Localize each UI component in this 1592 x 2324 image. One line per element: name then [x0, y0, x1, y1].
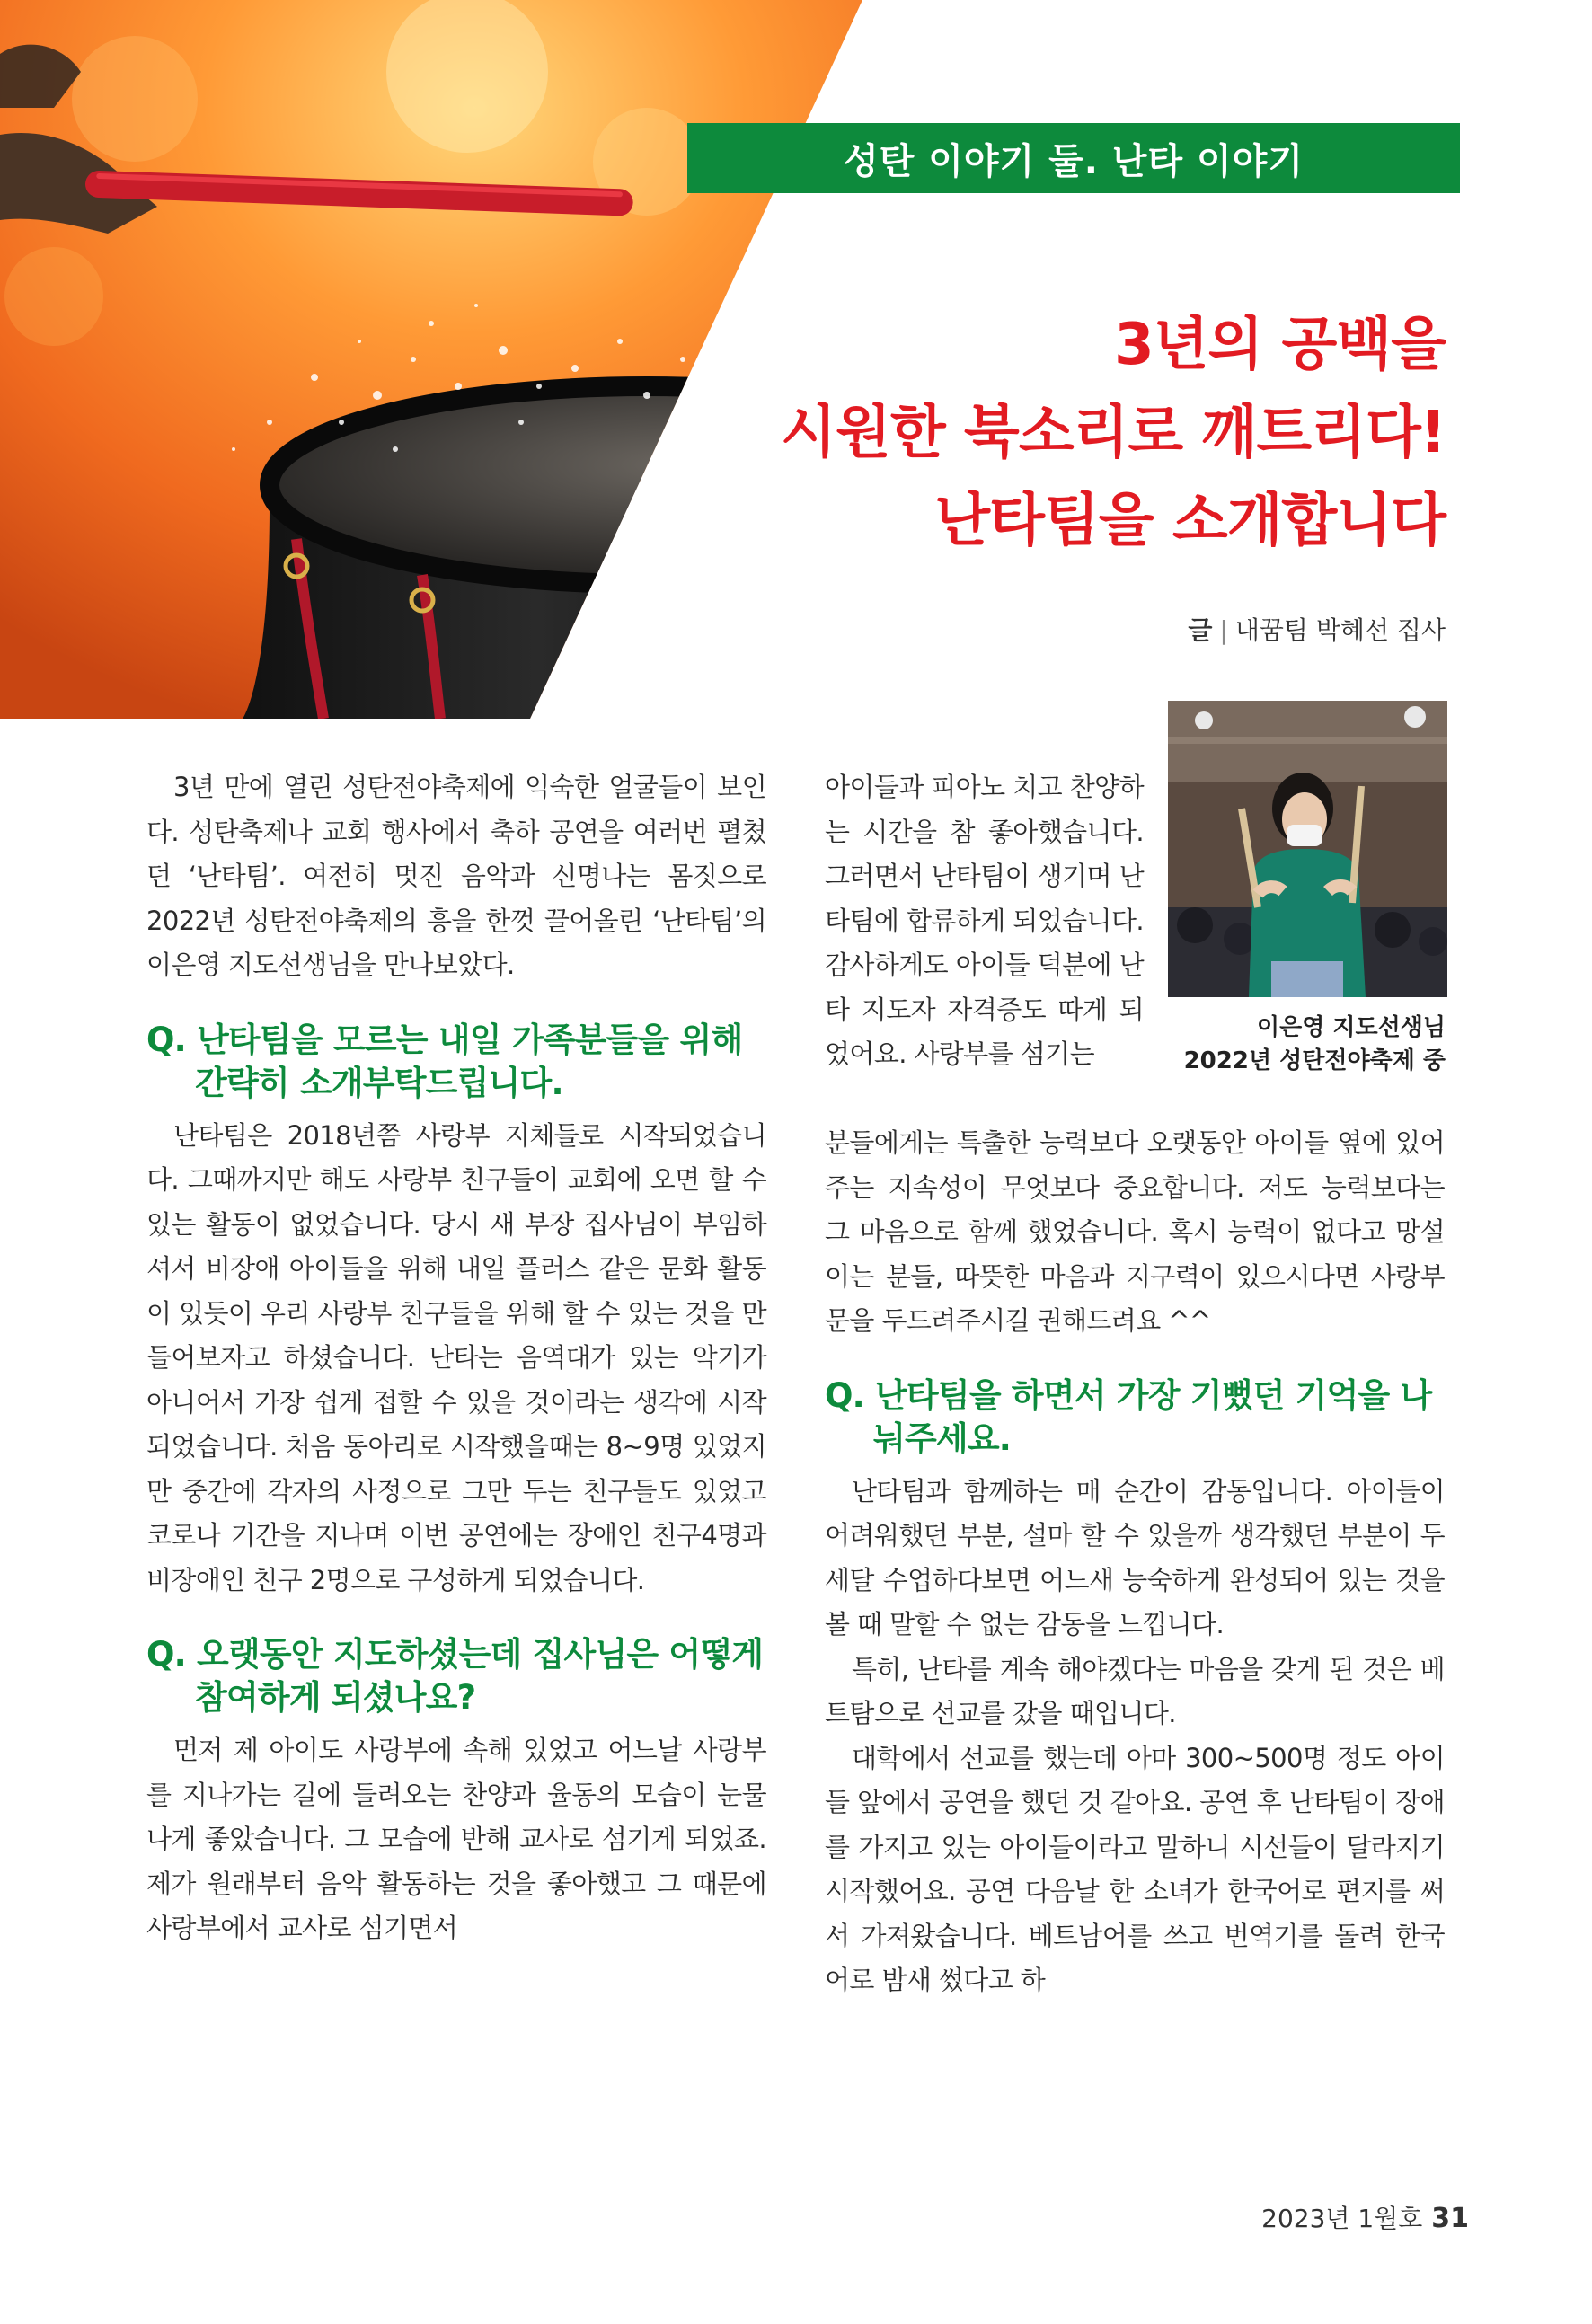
byline-label: 글 [1188, 615, 1213, 645]
issue-label: 2023년 1월호 [1261, 2204, 1423, 2233]
right-column-top [825, 765, 1144, 1077]
teacher-photo-image [1168, 701, 1447, 997]
byline [1188, 611, 1446, 647]
page-number: 31 [1431, 2203, 1469, 2234]
page-footer [1261, 2199, 1469, 2235]
right-column [825, 1121, 1445, 2003]
article-headline [781, 301, 1446, 565]
photo-caption-line-1: 이은영 지도선생님 [1257, 1014, 1446, 1041]
photo-caption [1184, 1012, 1446, 1078]
byline-separator: | [1219, 615, 1228, 645]
left-column [146, 765, 766, 1951]
headline-line-1: 3년의 공백을 [1114, 312, 1446, 378]
intro-paragraph: 3년 만에 열린 성탄전야축제에 익숙한 얼굴들이 보인다. 성탄축제나 교회 행사에서 축하 공연을 여러번 펼쳤던 ‘난타팀’. 여전히 멋진 음악과 신명나는 몸짓으로 2022년 성탄전야축제의 흥을 한껏 끌어올린 ‘난타팀’의 이은영 지도선생님을 만나보았다. [146, 772, 766, 980]
question-2: Q. 오랫동안 지도하셨는데 집사님은 어떻게 참여하게 되셨나요? [146, 1635, 764, 1717]
question-3: Q. 난타팀을 하면서 가장 기뻤던 기억을 나눠주세요. [825, 1375, 1432, 1458]
answer-2-part-1: 먼저 제 아이도 사랑부에 속해 있었고 어느날 사랑부를 지나가는 길에 들려오는 찬양과 율동의 모습이 눈물나게 좋았습니다. 그 모습에 반해 교사로 섬기게 되었죠. 제가 원래부터 음악 활동하는 것을 좋아했고 그 때문에 사랑부에서 교사로 섬기면서 [146, 1735, 766, 1943]
answer-3-paragraph-3: 대학에서 선교를 했는데 아마 300~500명 정도 아이들 앞에서 공연을 했던 것 같아요. 공연 후 난타팀이 장애를 가지고 있는 아이들이라고 말하니 시선들이 달라지기 시작했어요. 공연 다음날 한 소녀가 한국어로 편지를 써서 가져왔습니다. 베트남어를 쓰고 번역기를 돌려 한국어로 밤새 썼다고 하 [825, 1742, 1445, 1995]
byline-author: 내꿈팀 박혜선 집사 [1234, 615, 1446, 645]
answer-3-paragraph-1: 난타팀과 함께하는 매 순간이 감동입니다. 아이들이 어려워했던 부분, 설마 할 수 있을까 생각했던 부분이 두세달 수업하다보면 어느새 능숙하게 완성되어 있는 것을 볼 때 말할 수 없는 감동을 느낍니다. [825, 1475, 1445, 1639]
answer-2-part-3: 분들에게는 특출한 능력보다 오랫동안 아이들 옆에 있어주는 지속성이 무엇보다 중요합니다. 저도 능력보다는 그 마음으로 함께 했었습니다. 혹시 능력이 없다고 망설이는 분들, 따뜻한 마음과 지구력이 있으시다면 사랑부 문을 두드려주시길 권해드려요 ^^ [825, 1127, 1445, 1336]
headline-line-2: 시원한 북소리로 깨트리다! [781, 400, 1446, 466]
headline-line-3: 난타팀을 소개합니다 [934, 488, 1446, 554]
answer-2-part-2: 아이들과 피아노 치고 찬양하는 시간을 참 좋아했습니다. 그러면서 난타팀이 생기며 난타팀에 합류하게 되었습니다. 감사하게도 아이들 덕분에 난타 지도자 자격증도 따게 되었어요. 사랑부를 섬기는 [825, 772, 1144, 1069]
section-banner: 성탄 이야기 둘. 난타 이야기 [687, 123, 1460, 193]
answer-3-paragraph-2: 특히, 난타를 계속 해야겠다는 마음을 갖게 된 것은 베트탐으로 선교를 갔을 때입니다. [825, 1653, 1445, 1728]
question-1: Q. 난타팀을 모르는 내일 가족분들을 위해 간략히 소개부탁드립니다. [146, 1020, 743, 1102]
photo-caption-line-2: 2022년 성탄전야축제 중 [1183, 1047, 1446, 1074]
answer-1: 난타팀은 2018년쯤 사랑부 지체들로 시작되었습니다. 그때까지만 해도 사랑부 친구들이 교회에 오면 할 수 있는 활동이 없었습니다. 당시 새 부장 집사님이 부임하셔서 비장애 아이들을 위해 내일 플러스 같은 문화 활동이 있듯이 우리 사랑부 친구들을 위해 할 수 있는 것을 만들어보자고 하셨습니다. 난타는 음역대가 있는 악기가 아니어서 가장 쉽게 접할 수 있을 것이라는 생각에 시작되었습니다. 처음 동아리로 시작했을때는 8~9명 있었지만 중간에 각자의 사정으로 그만 두는 친구들도 있었고 코로나 기간을 지나며 이번 공연에는 장애인 친구4명과 비장애인 친구 2명으로 구성하게 되었습니다. [146, 1119, 766, 1595]
teacher-photo [1168, 701, 1447, 997]
